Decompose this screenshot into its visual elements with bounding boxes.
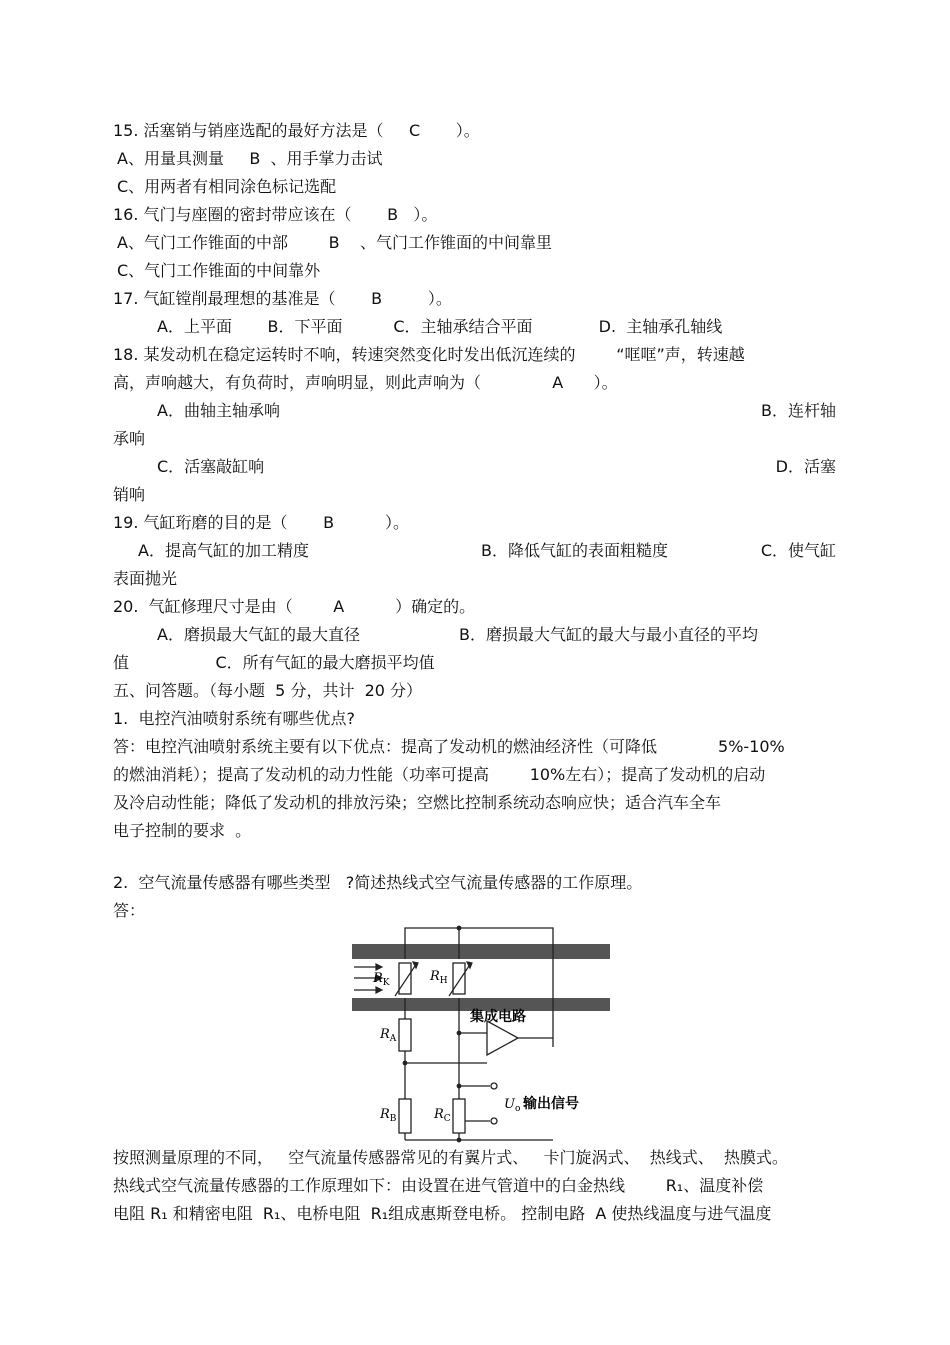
section5-a2-line2: 热线式空气流量传感器的工作原理如下：由设置在进气管道中的白金热线 R₁、温度补偿 xyxy=(113,1176,764,1195)
q17-options: A．上平面 B．下平面 C．主轴承结合平面 D. 主轴承孔轴线 xyxy=(157,317,723,336)
label-rc: $R_C$ xyxy=(434,1107,451,1124)
q20-option-b: B．磨损最大气缸的最大与最小直径的平均 xyxy=(459,625,758,644)
q18-option-d-cont: 销响 xyxy=(113,485,146,504)
section5-a2-line1: 按照测量原理的不同， 空气流量传感器常见的有翼片式、 卡门旋涡式、 热线式、 热膜式。 xyxy=(113,1148,788,1167)
q16-stem: 16. 气门与座圈的密封带应该在（ B ）。 xyxy=(113,205,438,224)
q18-stem-line2: 高，声响越大，有负荷时，声响明显，则此声响为（ A ）。 xyxy=(113,373,618,392)
section5-a1-line4: 电子控制的要求 。 xyxy=(113,821,252,840)
q20-options-cont: 值 C．所有气缸的最大磨损平均值 xyxy=(113,653,435,672)
q18-stem-line1: 18. 某发动机在稳定运转时不响，转速突然变化时发出低沉连续的 “哐哐”声，转速越 xyxy=(113,345,745,364)
label-rb: $R_B$ xyxy=(380,1107,397,1124)
section5-a2-line3: 电阻 R₁ 和精密电阻 R₁、电桥电阻 R₁组成惠斯登电桥。 控制电路 A 使热线温度与进气温度 xyxy=(113,1204,772,1223)
q20-stem: 20. 气缸修理尺寸是由（ A ）确定的。 xyxy=(113,597,476,616)
amplifier-icon xyxy=(487,1021,518,1055)
label-ra: $R_A$ xyxy=(380,1027,397,1044)
q18-option-d: D．活塞 xyxy=(775,457,836,476)
resistor-rb xyxy=(399,1099,411,1133)
tube-top-wall xyxy=(352,944,610,959)
label-output-voltage: $U_o$ xyxy=(504,1097,521,1114)
q18-option-b-cont: 承响 xyxy=(113,429,146,448)
section5-title: 五、问答题。（每小题 5 分，共计 20 分） xyxy=(113,681,423,700)
label-rk: $R_K$ xyxy=(373,971,390,988)
q15-options-line1: A、用量具测量 B 、用手掌力击试 xyxy=(117,149,383,168)
q20-option-a: A．磨损最大气缸的最大直径 xyxy=(157,625,360,644)
q16-options-line1: A、气门工作锥面的中部 B 、气门工作锥面的中间靠里 xyxy=(117,233,552,252)
label-output-signal: 输出信号 xyxy=(523,1096,579,1112)
resistor-rh xyxy=(453,963,465,994)
section5-a1-line2: 的燃油消耗）；提高了发动机的动力性能（功率可提高 10%左右）；提高了发动机的启动 xyxy=(113,765,766,784)
hotwire-circuit-diagram xyxy=(340,918,620,1143)
q18-option-b: B．连杆轴 xyxy=(761,401,836,420)
resistor-ra xyxy=(399,1019,411,1051)
q19-option-c-cont: 表面抛光 xyxy=(113,569,178,588)
section5-q2: 2. 空气流量传感器有哪些类型 ?简述热线式空气流量传感器的工作原理。 xyxy=(113,873,643,892)
q19-option-c: C．使气缸 xyxy=(760,541,836,560)
q16-options-line2: C、气门工作锥面的中间靠外 xyxy=(117,261,321,280)
section5-a1-line3: 及冷启动性能；降低了发动机的排放污染；空燃比控制系统动态响应快；适合汽车全车 xyxy=(113,793,722,812)
q17-stem: 17. 气缸镗削最理想的基准是（ B ）。 xyxy=(113,289,452,308)
section5-a1-line1: 答：电控汽油喷射系统主要有以下优点：提高了发动机的燃油经济性（可降低 5%-10% xyxy=(113,737,785,756)
resistor-rk xyxy=(399,963,411,994)
resistor-rc xyxy=(453,1099,465,1133)
q18-option-a: A．曲轴主轴承响 xyxy=(157,401,280,420)
label-rh: $R_H$ xyxy=(430,969,448,986)
q19-stem: 19. 气缸珩磨的目的是（ B ）。 xyxy=(113,513,409,532)
section5-q1: 1. 电控汽油喷射系统有哪些优点? xyxy=(113,709,355,728)
label-integrated-circuit: 集成电路 xyxy=(470,1009,526,1025)
output-terminals xyxy=(491,1083,497,1124)
q19-option-a: A．提高气缸的加工精度 xyxy=(138,541,309,560)
q15-stem: 15. 活塞销与销座选配的最好方法是（ C ）。 xyxy=(113,121,480,140)
section5-a2-label: 答： xyxy=(113,901,146,920)
q19-option-b: B．降低气缸的表面粗糙度 xyxy=(481,541,668,560)
q15-options-line2: C、用两者有相同涂色标记选配 xyxy=(117,177,337,196)
q18-option-c: C．活塞敲缸响 xyxy=(157,457,265,476)
